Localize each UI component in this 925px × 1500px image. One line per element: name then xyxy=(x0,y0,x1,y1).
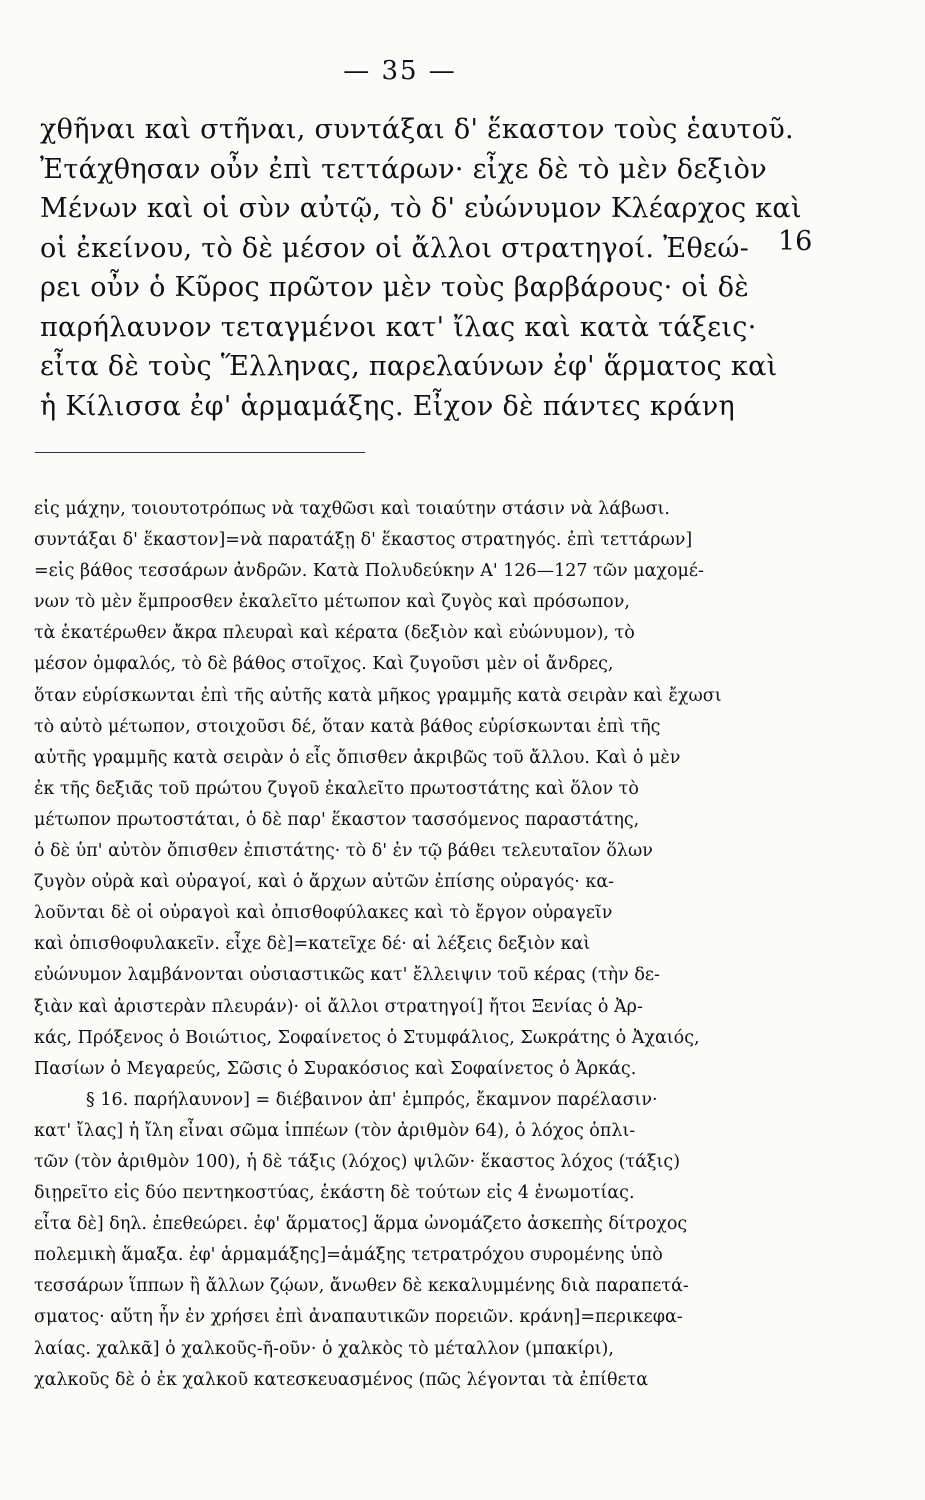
note-line: ξιὰν καὶ ἀριστερὰν πλευράν)· οἱ ἄλλοι στρατηγοί] ἤτοι Ξενίας ὁ Ἀρ- xyxy=(34,996,643,1017)
note-line: ἐκ τῆς δεξιᾶς τοῦ πρώτου ζυγοῦ ἐκαλεῖτο πρωτοστάτης καὶ ὅλον τὸ xyxy=(34,778,639,799)
note-line: λοῦνται δὲ οἱ οὐραγοὶ καὶ ὀπισθοφύλακες καὶ τὸ ἔργον οὐραγεῖν xyxy=(34,903,613,924)
main-text-line: Μένων καὶ οἱ σὺν αὐτῷ, τὸ δ' εὐώνυμον Κλέαρχος καὶ xyxy=(40,193,802,224)
note-line: τεσσάρων ἵππων ἢ ἄλλων ζῴων, ἄνωθεν δὲ κεκαλυμμένης διὰ παραπετά- xyxy=(34,1276,689,1297)
note-line: χαλκοῦς δὲ ὁ ἐκ χαλκοῦ κατεσκευασμένος (πῶς λέγονται τὰ ἐπίθετα xyxy=(34,1369,649,1390)
note-line: τὰ ἑκατέρωθεν ἄκρα πλευραὶ καὶ κέρατα (δεξιὸν καὶ εὐώνυμον), τὸ xyxy=(34,623,635,644)
note-line: ὅταν εὑρίσκωνται ἐπὶ τῆς αὐτῆς κατὰ μῆκος γραμμῆς κατὰ σειρὰν καὶ ἔχωσι xyxy=(34,685,722,706)
note-line: Πασίων ὁ Μεγαρεύς, Σῶσις ὁ Συρακόσιος καὶ Σοφαίνετος ὁ Ἀρκάς. xyxy=(34,1058,637,1079)
note-line: ζυγὸν οὐρὰ καὶ οὐραγοί, καὶ ὁ ἄρχων αὐτῶν ἐπίσης οὐραγός· κα- xyxy=(34,872,615,893)
note-line: μέτωπον πρωτοστάται, ὁ δὲ παρ' ἕκαστον τασσόμενος παραστάτης, xyxy=(34,809,640,830)
note-line: λαίας. χαλκᾶ] ὁ χαλκοῦς-ῆ-οῦν· ὁ χαλκὸς τὸ μέταλλον (μπακίρι), xyxy=(34,1338,614,1359)
main-text-line: χθῆναι καὶ στῆναι, συντάξαι δ' ἕκαστον τοὺς ἑαυτοῦ. xyxy=(40,114,794,145)
note-line: μέσον ὀμφαλός, τὸ δὲ βάθος στοῖχος. Καὶ ζυγοῦσι μὲν οἱ ἄνδρες, xyxy=(34,654,614,675)
note-line: =εἰς βάθος τεσσάρων ἀνδρῶν. Κατὰ Πολυδεύκην Α' 126—127 τῶν μαχομέ- xyxy=(34,561,704,582)
page-number: — 35 — xyxy=(343,56,457,86)
main-text-line: εἶτα δὲ τοὺς Ἕλληνας, παρελαύνων ἐφ' ἅρματος καὶ xyxy=(40,351,778,382)
note-line: ὁ δὲ ὑπ' αὐτὸν ὄπισθεν ἐπιστάτης· τὸ δ' ἐν τῷ βάθει τελευταῖον ὅλων xyxy=(34,841,653,862)
note-line: εὐώνυμον λαμβάνονται οὐσιαστικῶς κατ' ἔλλειψιν τοῦ κέρας (τὴν δε- xyxy=(34,965,660,986)
commentary-notes xyxy=(34,494,794,1396)
main-text-line: οἱ ἐκείνου, τὸ δὲ μέσον οἱ ἄλλοι στρατηγοί. Ἐθεώ- xyxy=(40,232,750,264)
note-line: νων τὸ μὲν ἔμπροσθεν ἐκαλεῖτο μέτωπον καὶ ζυγὸς καὶ πρόσωπον, xyxy=(34,592,630,613)
main-text-line: ἡ Κίλισσα ἐφ' ἁρμαμάξης. Εἶχον δὲ πάντες κράνη xyxy=(40,390,735,422)
note-line: πολεμικὴ ἅμαξα. ἐφ' ἁρμαμάξης]=ἁμάξης τετρατρόχου συρομένης ὑπὸ xyxy=(34,1245,663,1266)
footnote-separator xyxy=(35,452,365,453)
note-line: αὐτῆς γραμμῆς κατὰ σειρὰν ὁ εἷς ὄπισθεν ἀκριβῶς τοῦ ἄλλου. Καὶ ὁ μὲν xyxy=(34,747,681,768)
note-line: καὶ ὀπισθοφυλακεῖν. εἶχε δὲ]=κατεῖχε δέ· αἱ λέξεις δεξιὸν καὶ xyxy=(34,934,591,955)
note-line: σματος· αὕτη ἦν ἐν χρήσει ἐπὶ ἀναπαυτικῶν πορειῶν. κράνη]=περικεφα- xyxy=(34,1307,683,1328)
note-line: διῃρεῖτο εἰς δύο πεντηκοστύας, ἑκάστη δὲ τούτων εἰς 4 ἐνωμοτίας. xyxy=(34,1183,635,1204)
margin-section-number: 16 xyxy=(778,226,813,257)
note-line: τὸ αὐτὸ μέτωπον, στοιχοῦσι δέ, ὅταν κατὰ βάθος εὑρίσκωνται ἐπὶ τῆς xyxy=(34,716,661,737)
main-text-line: ρει οὖν ὁ Κῦρος πρῶτον μὲν τοὺς βαρβάρους· οἱ δὲ xyxy=(40,272,750,303)
note-line: εἰς μάχην, τοιουτοτρόπως νὰ ταχθῶσι καὶ τοιαύτην στάσιν νὰ λάβωσι. xyxy=(34,499,670,519)
main-text-line: παρήλαυνον τεταγμένοι κατ' ἴλας καὶ κατὰ τάξεις· xyxy=(40,311,757,343)
main-text-line: Ἐτάχθησαν οὖν ἐπὶ τεττάρων· εἶχε δὲ τὸ μὲν δεξιὸν xyxy=(40,153,767,185)
note-line: κατ' ἴλας] ἡ ἴλη εἶναι σῶμα ἱππέων (τὸν ἀριθμὸν 64), ὁ λόχος ὁπλι- xyxy=(34,1120,636,1141)
note-line: συντάξαι δ' ἕκαστον]=νὰ παρατάξῃ δ' ἕκαστος στρατηγός. ἐπὶ τεττάρων] xyxy=(34,530,693,551)
note-line: τῶν (τὸν ἀριθμὸν 100), ἡ δὲ τάξις (λόχος) ψιλῶν· ἕκαστος λόχος (τάξις) xyxy=(34,1151,681,1172)
note-line: § 16. παρήλαυνον] = διέβαινον ἀπ' ἐμπρός, ἔκαμνον παρέλασιν· xyxy=(86,1089,658,1110)
note-line: κάς, Πρόξενος ὁ Βοιώτιος, Σοφαίνετος ὁ Στυμφάλιος, Σωκράτης ὁ Ἀχαιός, xyxy=(34,1027,700,1048)
note-line: εἶτα δὲ] δηλ. ἐπεθεώρει. ἐφ' ἅρματος] ἅρμα ὠνομάζετο ἀσκεπὴς δίτροχος xyxy=(34,1214,688,1235)
